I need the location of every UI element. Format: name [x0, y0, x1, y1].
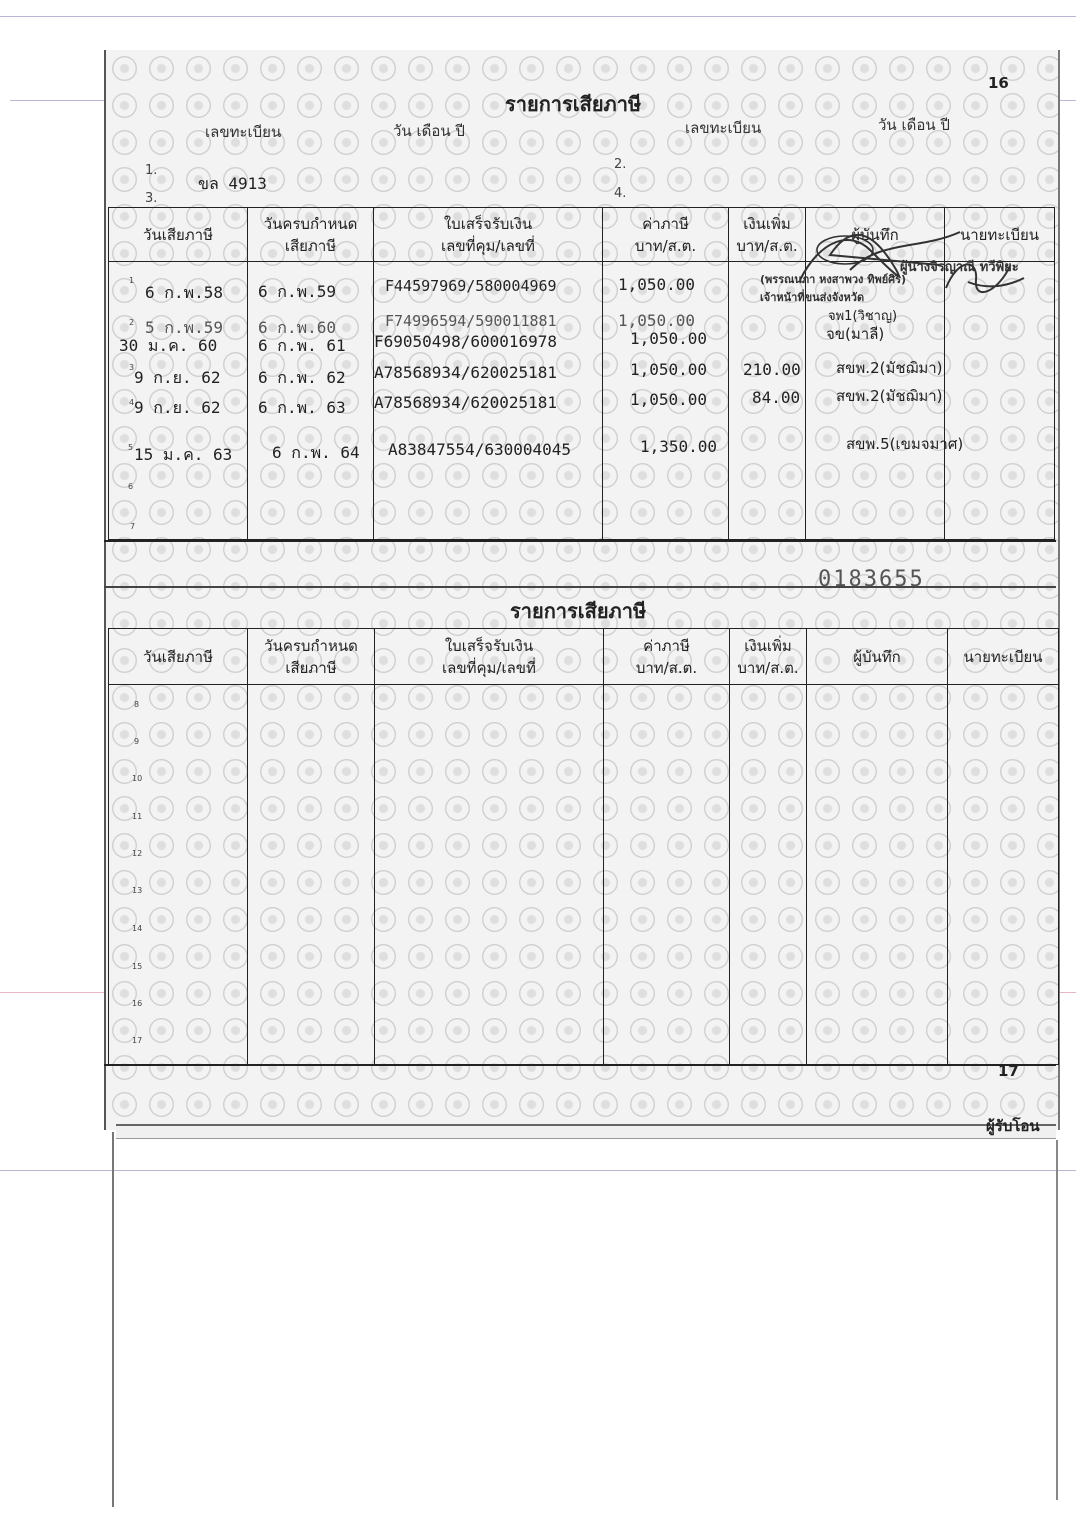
column-header-paid-date: วันเสียภาษี — [109, 208, 248, 262]
row-number: 17 — [132, 1036, 143, 1045]
tax-amount: 1,350.00 — [640, 437, 718, 456]
column-header-recorder: ผู้บันทึก — [807, 629, 948, 685]
page-right-edge — [1056, 1140, 1058, 1500]
date-label-left: วัน เดือน ปี — [393, 122, 465, 140]
license-plate-value: ขล 4913 — [198, 174, 267, 193]
column-header-receipt: ใบเสร็จรับเงิน เลขที่คุม/เลขที่ — [375, 629, 604, 685]
tax-amount: 1,050.00 — [618, 311, 696, 330]
recorder-name: สขพ.2(มัชฌิมา) — [836, 359, 943, 377]
tax-record-title-bottom: รายการเสียภาษี — [510, 599, 647, 623]
row-number: 1 — [129, 276, 135, 285]
column-header-tax: ค่าภาษี บาท/ส.ต. — [603, 208, 729, 262]
row-number: 4 — [129, 398, 135, 407]
row-number: 10 — [132, 774, 143, 783]
due-date: 6 ก.พ. 61 — [258, 336, 346, 355]
body-cell — [604, 685, 730, 1065]
row-number: 8 — [134, 700, 140, 709]
transferee-label: ผู้รับโอน — [986, 1117, 1040, 1135]
recorder-name: สขพ.5(เขมจมาศ) — [846, 435, 964, 453]
page-left-edge — [112, 1132, 114, 1507]
paid-date: 15 ม.ค. 63 — [134, 445, 233, 464]
row-number: 14 — [132, 924, 143, 933]
slot-3-number: 3. — [145, 191, 158, 206]
body-cell — [807, 685, 948, 1065]
paid-date: 9 ก.ย. 62 — [134, 368, 221, 387]
tax-amount: 1,050.00 — [630, 360, 708, 379]
row-number: 16 — [132, 999, 143, 1008]
column-header-due-date: วันครบกำหนด เสียภาษี — [248, 629, 375, 685]
bottom-page-band — [104, 1064, 1056, 1114]
tax-table-bottom — [108, 628, 1059, 1065]
official-stamp-line2: เจ้าหน้าที่ขนส่งจังหวัด — [760, 291, 865, 304]
column-header-registrar: นายทะเบียน — [948, 629, 1059, 685]
receipt-number: A78568934/620025181 — [374, 363, 558, 382]
receipt-number: F69050498/600016978 — [374, 332, 558, 351]
body-cell — [730, 685, 807, 1065]
tax-amount: 1,050.00 — [630, 390, 708, 409]
official-stamp-line1: (พรรณนภา หงสาพวง ทิพย์ศิริ) — [760, 273, 907, 286]
registrar-stamp: ผู้นางจิรญาณี ทวีพิยะ — [900, 260, 1019, 275]
row-number: 15 — [132, 962, 143, 971]
body-cell — [248, 685, 375, 1065]
tax-amount: 1,050.00 — [618, 275, 696, 294]
tax-amount: 1,050.00 — [630, 329, 708, 348]
column-header-tax: ค่าภาษี บาท/ส.ต. — [604, 629, 730, 685]
row-number: 5 — [128, 443, 134, 452]
recorder-name: สขพ.2(มัชฌิมา) — [836, 387, 943, 405]
column-header-registrar: นายทะเบียน — [945, 208, 1055, 262]
reg-number-label-left: เลขทะเบียน — [205, 123, 282, 141]
slot-4-number: 4. — [614, 186, 627, 201]
receipt-number: A78568934/620025181 — [374, 393, 558, 412]
paid-date: 6 ก.พ.58 — [145, 283, 224, 302]
body-cell — [375, 685, 604, 1065]
column-header-extra: เงินเพิ่ม บาท/ส.ต. — [730, 629, 807, 685]
row-number: 6 — [128, 482, 134, 491]
due-date: 6 ก.พ. 62 — [258, 368, 346, 387]
recorder-name: จข(มาลี) — [826, 325, 885, 343]
next-page-edge — [116, 1124, 1056, 1139]
row-number: 13 — [132, 886, 143, 895]
paid-date: 30 ม.ค. 60 — [119, 336, 218, 355]
extra-amount: 210.00 — [743, 360, 801, 379]
column-header-extra: เงินเพิ่ม บาท/ส.ต. — [729, 208, 806, 262]
column-header-recorder: ผู้บันทึก — [806, 208, 945, 262]
column-header-due-date: วันครบกำหนด เสียภาษี — [248, 208, 374, 262]
row-number: 7 — [130, 522, 136, 531]
row-number: 11 — [132, 812, 143, 821]
row-number: 2 — [129, 318, 135, 327]
paid-date: 5 ก.พ.59 — [145, 318, 224, 337]
serial-number: 0183655 — [818, 567, 925, 592]
body-cell — [945, 262, 1055, 540]
column-header-paid-date: วันเสียภาษี — [109, 629, 248, 685]
due-date: 6 ก.พ.60 — [258, 318, 337, 337]
slot-1-number: 1. — [145, 163, 158, 178]
body-cell — [948, 685, 1059, 1065]
page-number-top: 16 — [988, 74, 1009, 92]
date-label-right: วัน เดือน ปี — [878, 116, 950, 134]
tax-record-title-top: รายการเสียภาษี — [505, 92, 642, 116]
body-cell — [109, 685, 248, 1065]
scan-guide-line — [0, 1170, 1076, 1171]
row-number: 3 — [129, 363, 135, 372]
column-header-receipt: ใบเสร็จรับเงิน เลขที่คุม/เลขที่ — [374, 208, 603, 262]
paid-date: 9 ก.ย. 62 — [134, 398, 221, 417]
reg-number-label-right: เลขทะเบียน — [685, 119, 762, 137]
receipt-number: A83847554/630004045 — [388, 440, 572, 459]
receipt-number: F44597969/580004969 — [385, 277, 557, 295]
scan-guide-line — [0, 16, 1076, 17]
slot-2-number: 2. — [614, 157, 627, 172]
receipt-number: F74996594/590011881 — [385, 312, 557, 330]
row-number: 12 — [132, 849, 143, 858]
row-number: 9 — [134, 737, 140, 746]
extra-amount: 84.00 — [752, 388, 801, 407]
due-date: 6 ก.พ.59 — [258, 282, 337, 301]
due-date: 6 ก.พ. 64 — [272, 443, 360, 462]
recorder-name: จพ1(วิชาญ) — [828, 309, 898, 324]
page-number-bottom: 17 — [998, 1062, 1019, 1080]
due-date: 6 ก.พ. 63 — [258, 398, 346, 417]
